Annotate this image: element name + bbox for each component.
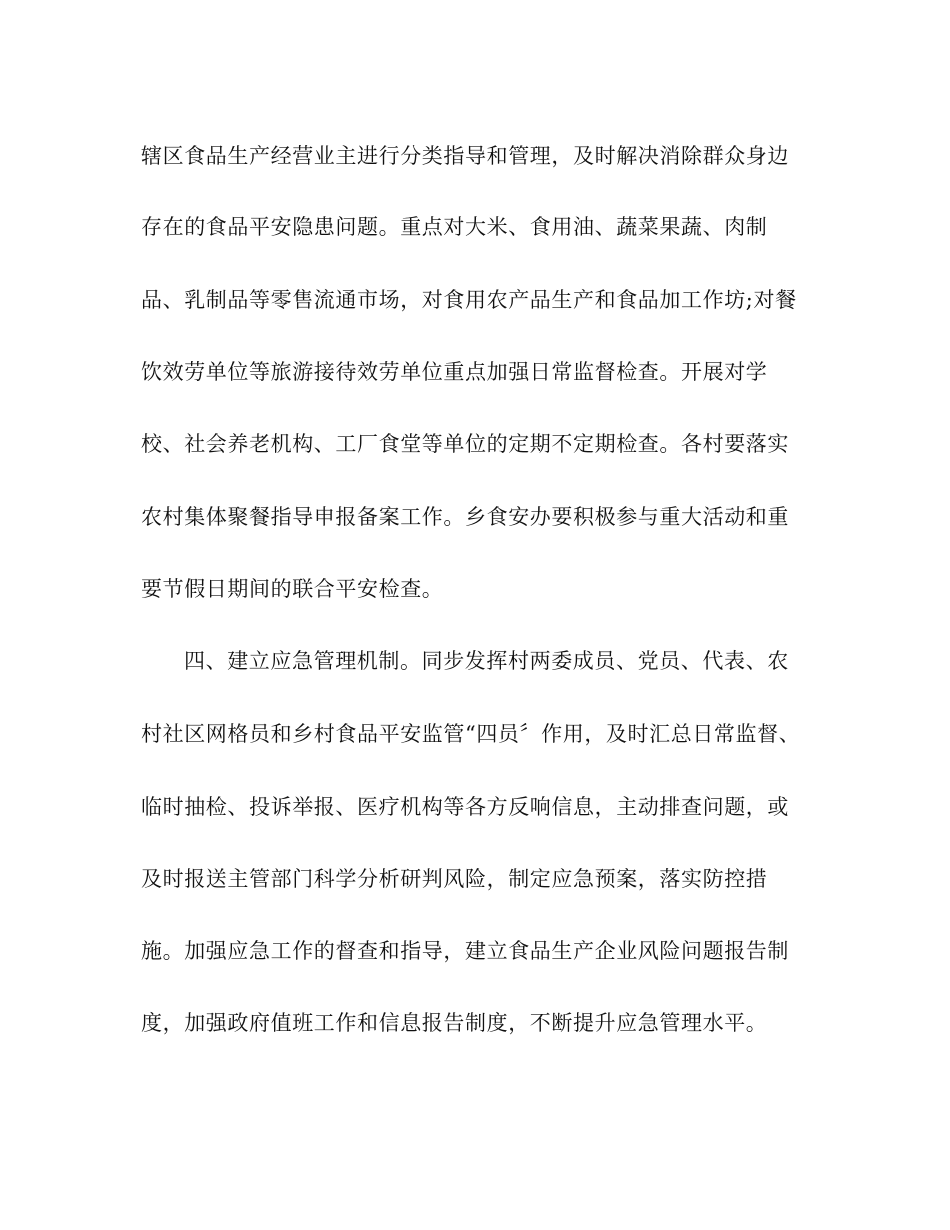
text-line: 村社区网格员和乡村食品平安监管“四员〞作用，及时汇总日常监督、 bbox=[141, 722, 801, 746]
text-line: 及时报送主管部门科学分析研判风险，制定应急预案，落实防控措 bbox=[141, 867, 768, 891]
text-line: 度，加强政府值班工作和信息报告制度，不断提升应急管理水平。 bbox=[141, 1011, 768, 1035]
text-line: 校、社会养老机构、工厂食堂等单位的定期不定期检查。各村要落实 bbox=[141, 432, 789, 456]
text-line: 农村集体聚餐指导申报备案工作。乡食安办要积极参与重大活动和重 bbox=[141, 505, 789, 529]
text-line: 存在的食品平安隐患问题。重点对大米、食用油、蔬菜果蔬、肉制 bbox=[141, 215, 768, 239]
text-line: 要节假日期间的联合平安检查。 bbox=[141, 577, 444, 601]
paragraph-first-line: 四、建立应急管理机制。同步发挥村两委成员、党员、代表、农 bbox=[184, 649, 789, 673]
text-line: 临时抽检、投诉举报、医疗机构等各方反响信息，主动排查问题，或 bbox=[141, 795, 789, 819]
text-line: 品、乳制品等零售流通市场，对食用农产品生产和食品加工作坊;对餐 bbox=[141, 288, 797, 312]
text-line: 辖区食品生产经营业主进行分类指导和管理，及时解决消除群众身边 bbox=[141, 144, 789, 168]
text-line: 饮效劳单位等旅游接待效劳单位重点加强日常监督检查。开展对学 bbox=[141, 360, 768, 384]
text-line: 施。加强应急工作的督查和指导，建立食品生产企业风险问题报告制 bbox=[141, 939, 789, 963]
